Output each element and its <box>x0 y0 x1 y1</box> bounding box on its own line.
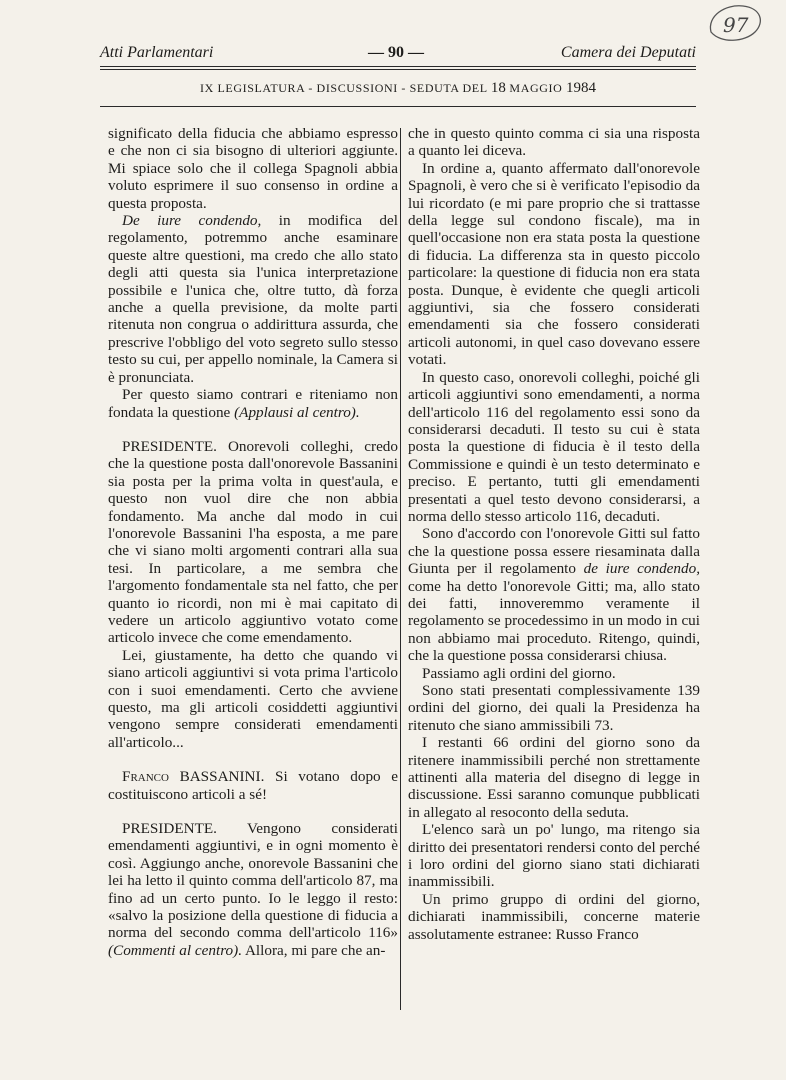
paragraph: Sono d'accordo con l'onorevole Gitti sul fatto che la questione possa essere riesaminata dalla Giunta per il regolamento de iure condendo, come ha detto l'onorevole Gitti; ma, allo stato dei fatti, innoveremmo veramente il regolamento se procedessimo in un modo in cui non abbiamo mai proceduto. Ritengo, quindi, che la questione possa considerarsi chiusa. <box>408 525 700 665</box>
left-column <box>108 125 398 959</box>
paragraph: In questo caso, onorevoli colleghi, poiché gli articoli aggiuntivi sono emendamenti, a norma dell'articolo 116 del regolamento essi sono da considerarsi decaduti. Il testo su cui è stata posta la questione di fiducia è il testo della Commissione e quindi è un testo determinato e preciso. E pertanto, tutti gli emendamenti presentati a quel testo devono considerarsi, a norma dello stesso articolo 116, decaduti. <box>408 368 700 525</box>
session-rule <box>100 106 696 107</box>
page-number: — 90 — <box>368 44 424 61</box>
session-prefix: IX LEGISLATURA - DISCUSSIONI - SEDUTA DEL <box>200 81 491 95</box>
paragraph: De iure condendo, in modifica del regolamento, potremmo anche esaminare queste altre questioni, ma credo che allo stato degli atti questa sia l'unica interpretazione possibile e l'unica che, oltre tutto, dà forza anche a quella previsione, da molte parti ritenuta non congrua o addirittura assurda, che prescrive l'obbligo del voto segreto sullo stesso testo su cui, per appello nominale, la Camera si è pronunciata. <box>108 212 398 386</box>
paragraph: Un primo gruppo di ordini del giorno, dichiarati inammissibili, concerne materie assolutamente estranee: Russo Franco <box>408 890 700 943</box>
paragraph: In ordine a, quanto affermato dall'onorevole Spagnoli, è vero che si è verificato l'episodio da lui ricordato (e mi pare proprio che si trattasse della legge sul condono fiscale), ma in quell'occasione non era stata posta la questione di fiducia. La differenza sta in questo piccolo particolare: la questione di fiducia non era stata posta. Dunque, è evidente che quegli articoli aggiuntivi, sia che fossero considerati emendamenti sia che fossero considerati articoli autonomi, in quel caso dovevano essere votati. <box>408 159 700 369</box>
paragraph: Passiamo agli ordini del giorno. <box>422 664 616 682</box>
paragraph: Sono stati presentati complessivamente 139 ordini del giorno, dei quali la Presidenza ha ritenuto che siano ammissibili 73. <box>408 682 700 734</box>
handwritten-page-number <box>703 2 765 46</box>
paragraph: L'elenco sarà un po' lungo, ma ritengo sia diritto dei presentatori rendersi conto del perché i loro ordini del giorno siano stati dichiarati inammissibili. <box>408 821 700 891</box>
session-line <box>100 80 696 97</box>
paragraph: I restanti 66 ordini del giorno sono da ritenere inammissibili perché non strettamente attinenti alla materia del disegno di legge in discussione. Essi saranno comunque pubblicati in allegato al resoconto della seduta. <box>408 734 700 821</box>
stamp-number: 97 <box>723 13 749 37</box>
session-year: 1984 <box>565 80 596 96</box>
right-column <box>408 125 700 943</box>
paragraph: PRESIDENTE. Vengono considerati emendamenti aggiuntivi, e in ogni momento è così. Aggiungo anche, onorevole Bassanini che lei ha letto il quinto comma dell'articolo 87, ma fino ad un certo punto. Io le leggo il resto: «salvo la posizione della questione di fiducia a norma del secondo comma dell'articolo 116» (Commenti al centro). Allora, mi pare che an- <box>108 820 398 959</box>
paragraph: Per questo siamo contrari e riteniamo non fondata la questione (Applausi al centro). <box>108 386 398 421</box>
paragraph: Franco BASSANINI. Si votano dopo e costituiscono articoli a sé! <box>108 768 398 803</box>
paragraph: significato della fiducia che abbiamo espresso e che non ci sia bisogno di ulteriori aggiunte. Mi spiace solo che il collega Spagnoli abbia voluto esprimere il suo consenso in ordine a questa proposta. <box>108 125 398 212</box>
column-divider <box>400 128 401 1010</box>
paragraph: PRESIDENTE. Onorevoli colleghi, credo che la questione posta dall'onorevole Bassanini sia posta per la prima volta in quest'aula, e questo non vuol dire che non abbia fondamento. Ma anche dal modo in cui l'onorevole Bassanini l'ha esposta, a me pare che vi siano molti argomenti contrari alla sua tesi. In particolare, a me sembra che l'argomento fondamentale sta nel fatto, che per quanto io ricordi, non mi è mai capitato di vedere un articolo aggiuntivo votato come articolo invece che come emendamento. <box>108 437 398 647</box>
header-rule <box>100 66 696 70</box>
paragraph: che in questo quinto comma ci sia una risposta a quanto lei diceva. <box>408 125 700 160</box>
session-month: MAGGIO <box>505 81 566 95</box>
session-day: 18 <box>490 80 506 96</box>
paragraph: Lei, giustamente, ha detto che quando vi siano articoli aggiuntivi si vota prima l'articolo con i suoi emendamenti. Certo che avviene questo, ma gli articoli cosiddetti aggiuntivi vengono sempre considerati emendamenti all'articolo... <box>108 646 398 751</box>
header-right: Camera dei Deputati <box>560 44 696 61</box>
header-left: Atti Parlamentari <box>100 44 214 61</box>
